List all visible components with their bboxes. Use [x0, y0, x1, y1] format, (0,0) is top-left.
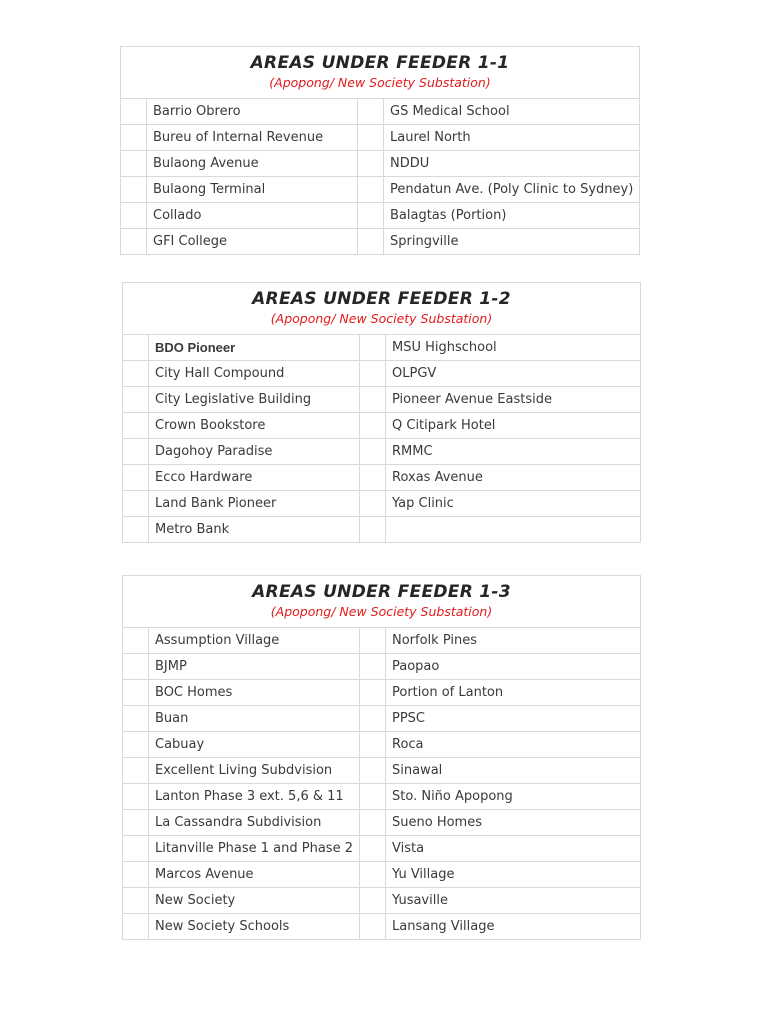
- area-cell: Yap Clinic: [386, 491, 641, 517]
- index-cell: [123, 413, 149, 439]
- area-cell: Vista: [386, 836, 641, 862]
- feeder-title: AREAS UNDER FEEDER 1-3: [252, 582, 511, 602]
- index-cell: [121, 229, 147, 255]
- index-cell: [360, 335, 386, 361]
- table-row: [123, 784, 641, 810]
- table-row: [123, 810, 641, 836]
- table-header-row: [121, 47, 640, 99]
- index-cell: [121, 99, 147, 125]
- index-cell: [358, 125, 384, 151]
- area-cell: PPSC: [386, 706, 641, 732]
- area-cell: Springville: [384, 229, 640, 255]
- table-row: [123, 758, 641, 784]
- index-cell: [123, 491, 149, 517]
- index-cell: [123, 784, 149, 810]
- area-cell: Cabuay: [149, 732, 360, 758]
- index-cell: [360, 387, 386, 413]
- table-row: [121, 99, 640, 125]
- index-cell: [360, 810, 386, 836]
- area-cell: BOC Homes: [149, 680, 360, 706]
- index-cell: [121, 203, 147, 229]
- area-cell: Marcos Avenue: [149, 862, 360, 888]
- index-cell: [360, 491, 386, 517]
- area-cell: Bulaong Avenue: [147, 151, 358, 177]
- area-cell: Laurel North: [384, 125, 640, 151]
- area-cell: Sueno Homes: [386, 810, 641, 836]
- area-cell: Yu Village: [386, 862, 641, 888]
- table-row: [123, 491, 641, 517]
- area-cell: Excellent Living Subdvision: [149, 758, 360, 784]
- table-row: [121, 177, 640, 203]
- area-cell: Roxas Avenue: [386, 465, 641, 491]
- area-cell: Balagtas (Portion): [384, 203, 640, 229]
- table-row: [123, 361, 641, 387]
- table-row: [123, 654, 641, 680]
- table-row: [123, 680, 641, 706]
- area-cell: OLPGV: [386, 361, 641, 387]
- table-row: [123, 862, 641, 888]
- index-cell: [360, 888, 386, 914]
- index-cell: [360, 836, 386, 862]
- area-cell: NDDU: [384, 151, 640, 177]
- feeder-subtitle: (Apopong/ New Society Substation): [270, 604, 493, 619]
- index-cell: [360, 862, 386, 888]
- index-cell: [358, 203, 384, 229]
- index-cell: [360, 680, 386, 706]
- area-cell: Assumption Village: [149, 628, 360, 654]
- feeder-1-1-table: [120, 46, 640, 255]
- table-row: [123, 465, 641, 491]
- feeder-subtitle: (Apopong/ New Society Substation): [269, 75, 491, 90]
- area-cell: Ecco Hardware: [149, 465, 360, 491]
- index-cell: [123, 517, 149, 543]
- table-row: [121, 125, 640, 151]
- index-cell: [123, 680, 149, 706]
- table-row: [123, 413, 641, 439]
- table-header-row: [123, 283, 641, 335]
- table-header: [123, 576, 641, 628]
- index-cell: [360, 361, 386, 387]
- index-cell: [358, 151, 384, 177]
- area-cell: New Society Schools: [149, 914, 360, 940]
- index-cell: [360, 517, 386, 543]
- index-cell: [121, 151, 147, 177]
- area-cell: Pioneer Avenue Eastside: [386, 387, 641, 413]
- index-cell: [123, 732, 149, 758]
- table-header: [123, 283, 641, 335]
- area-cell: Metro Bank: [149, 517, 360, 543]
- table-row: [123, 706, 641, 732]
- area-cell: Barrio Obrero: [147, 99, 358, 125]
- table-row: [123, 732, 641, 758]
- feeder-1-2-table: [122, 282, 641, 543]
- index-cell: [360, 628, 386, 654]
- index-cell: [121, 177, 147, 203]
- table-row: [123, 628, 641, 654]
- index-cell: [123, 361, 149, 387]
- table-header: [121, 47, 640, 99]
- area-cell: La Cassandra Subdivision: [149, 810, 360, 836]
- area-cell: Portion of Lanton: [386, 680, 641, 706]
- area-cell: Collado: [147, 203, 358, 229]
- table-row: [123, 387, 641, 413]
- area-cell: Land Bank Pioneer: [149, 491, 360, 517]
- area-cell: RMMC: [386, 439, 641, 465]
- table-header-row: [123, 576, 641, 628]
- area-cell: Q Citipark Hotel: [386, 413, 641, 439]
- table-row: [123, 335, 641, 361]
- area-cell: Buan: [149, 706, 360, 732]
- area-cell: Paopao: [386, 654, 641, 680]
- area-cell: Crown Bookstore: [149, 413, 360, 439]
- index-cell: [360, 654, 386, 680]
- area-cell: Bureu of Internal Revenue: [147, 125, 358, 151]
- area-cell: New Society: [149, 888, 360, 914]
- table-row: [123, 914, 641, 940]
- index-cell: [123, 439, 149, 465]
- table-row: [123, 517, 641, 543]
- table-row: [123, 888, 641, 914]
- index-cell: [123, 758, 149, 784]
- index-cell: [360, 706, 386, 732]
- table-row: [121, 203, 640, 229]
- index-cell: [123, 836, 149, 862]
- index-cell: [360, 465, 386, 491]
- index-cell: [123, 654, 149, 680]
- table-row: [123, 836, 641, 862]
- area-cell: City Legislative Building: [149, 387, 360, 413]
- index-cell: [360, 758, 386, 784]
- area-cell: Yusaville: [386, 888, 641, 914]
- area-cell: Dagohoy Paradise: [149, 439, 360, 465]
- index-cell: [360, 732, 386, 758]
- area-cell: Roca: [386, 732, 641, 758]
- area-cell: Lansang Village: [386, 914, 641, 940]
- area-cell: GFI College: [147, 229, 358, 255]
- feeder-title: AREAS UNDER FEEDER 1-1: [250, 53, 510, 73]
- index-cell: [123, 810, 149, 836]
- index-cell: [123, 335, 149, 361]
- index-cell: [123, 862, 149, 888]
- feeder-subtitle: (Apopong/ New Society Substation): [270, 311, 493, 326]
- index-cell: [358, 99, 384, 125]
- index-cell: [360, 784, 386, 810]
- area-cell: MSU Highschool: [386, 335, 641, 361]
- index-cell: [360, 439, 386, 465]
- index-cell: [123, 387, 149, 413]
- index-cell: [358, 229, 384, 255]
- area-cell: Litanville Phase 1 and Phase 2: [149, 836, 360, 862]
- area-cell: Norfolk Pines: [386, 628, 641, 654]
- area-cell: Pendatun Ave. (Poly Clinic to Sydney): [384, 177, 640, 203]
- feeder-1-3-table: [122, 575, 641, 940]
- feeder-title: AREAS UNDER FEEDER 1-2: [252, 289, 511, 309]
- index-cell: [123, 914, 149, 940]
- area-cell: Sinawal: [386, 758, 641, 784]
- index-cell: [123, 465, 149, 491]
- area-cell: GS Medical School: [384, 99, 640, 125]
- index-cell: [123, 888, 149, 914]
- area-cell: Lanton Phase 3 ext. 5,6 & 11: [149, 784, 360, 810]
- index-cell: [121, 125, 147, 151]
- index-cell: [123, 706, 149, 732]
- index-cell: [358, 177, 384, 203]
- index-cell: [123, 628, 149, 654]
- area-cell: [386, 517, 641, 543]
- table-row: [121, 229, 640, 255]
- table-row: [121, 151, 640, 177]
- area-cell: City Hall Compound: [149, 361, 360, 387]
- index-cell: [360, 413, 386, 439]
- area-cell: BDO Pioneer: [149, 335, 360, 361]
- table-row: [123, 439, 641, 465]
- index-cell: [360, 914, 386, 940]
- area-cell: BJMP: [149, 654, 360, 680]
- area-cell: Sto. Niño Apopong: [386, 784, 641, 810]
- area-cell: Bulaong Terminal: [147, 177, 358, 203]
